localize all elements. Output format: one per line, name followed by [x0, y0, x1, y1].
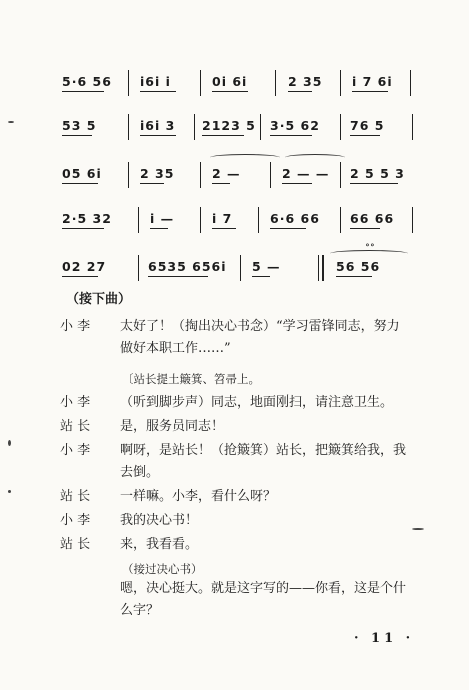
- speaker-name: 站 长: [60, 537, 91, 552]
- page-number: · 11 ·: [354, 631, 415, 646]
- beam-underline: [212, 228, 236, 229]
- score-row: [0, 207, 469, 247]
- print-speck: [8, 121, 14, 123]
- section-title: （接下曲）: [66, 292, 132, 307]
- score-measure: 02 27: [62, 259, 107, 274]
- score-measure: i 7 6i: [352, 74, 393, 89]
- dialogue-line: 来，我看看。: [120, 537, 199, 552]
- barline: [200, 70, 201, 96]
- beam-underline: [62, 91, 104, 92]
- score-measure: 5·6 56: [62, 74, 112, 89]
- score-measure: 2 — —: [282, 166, 330, 181]
- score-measure: 76 5: [350, 118, 385, 133]
- beam-underline: [270, 135, 312, 136]
- tie-slur: [210, 154, 280, 161]
- dialogue-line: 去倒。: [120, 465, 160, 480]
- barline: [240, 255, 241, 281]
- barline: [128, 70, 129, 96]
- barline: [194, 114, 195, 140]
- speaker-name: 小 李: [60, 395, 91, 410]
- print-speck: [8, 440, 11, 446]
- tie-slur: [330, 250, 408, 257]
- score-measure: i6i 3: [140, 118, 176, 133]
- score-measure: 2 35: [140, 166, 175, 181]
- score-measure: i6i i: [140, 74, 171, 89]
- score-measure: 2 —: [212, 166, 241, 181]
- barline: [412, 207, 413, 233]
- barline: [138, 255, 139, 281]
- score-measure: 2 5 5 3: [350, 166, 405, 181]
- beam-underline: [336, 276, 372, 277]
- barline: [200, 162, 201, 188]
- score-measure: 2·5 32: [62, 211, 112, 226]
- beam-underline: [62, 183, 98, 184]
- barline: [340, 114, 341, 140]
- dialogue-line: 嗯，决心挺大。就是这字写的——你看，这是个什: [120, 581, 407, 596]
- score-measure: 0i 6i: [212, 74, 248, 89]
- barline: [260, 114, 261, 140]
- speaker-name: 小 李: [60, 443, 91, 458]
- dialogue-line: 是，服务员同志！: [120, 419, 225, 434]
- score-measure: i 7: [212, 211, 233, 226]
- barline: [410, 70, 411, 96]
- beam-underline: [252, 276, 270, 277]
- speaker-name: 站 长: [60, 419, 91, 434]
- score-measure: 6·6 66: [270, 211, 320, 226]
- beam-underline: [270, 228, 306, 229]
- dialogue-line: 一样嘛。小李，看什么呀？: [120, 489, 277, 504]
- barline: [258, 207, 259, 233]
- beam-underline: [62, 135, 92, 136]
- beam-underline: [212, 183, 230, 184]
- beam-underline: [150, 228, 168, 229]
- score-row: [0, 70, 469, 110]
- barline: [340, 162, 341, 188]
- score-measure: 5 —: [252, 259, 281, 274]
- stage-direction: （接过决心书）: [122, 562, 203, 576]
- score-measure: 2123 5: [202, 118, 256, 133]
- score-measure: 56 56: [336, 259, 381, 274]
- dialogue-line: 做好本职工作……”: [120, 341, 231, 356]
- beam-underline: [62, 228, 104, 229]
- barline: [200, 207, 201, 233]
- score-row: [0, 114, 469, 154]
- barline: [128, 114, 129, 140]
- barline: [340, 207, 341, 233]
- dialogue-line: 啊呀，是站长！（抢簸箕）站长，把簸箕给我，我: [120, 443, 407, 458]
- beam-underline: [202, 135, 244, 136]
- beam-underline: [352, 91, 388, 92]
- barline: [340, 70, 341, 96]
- barline: [318, 255, 324, 281]
- beam-underline: [350, 135, 380, 136]
- score-measure: 3·5 62: [270, 118, 320, 133]
- score-measure: i —: [150, 211, 175, 226]
- score-measure: 66 66: [350, 211, 395, 226]
- barline: [138, 207, 139, 233]
- tie-slur: [285, 154, 345, 161]
- print-speck: [412, 528, 424, 530]
- beam-underline: [140, 91, 176, 92]
- score-measure: 53 5: [62, 118, 97, 133]
- barline: [275, 70, 276, 96]
- dialogue-line: 太好了！（掏出决心书念）“学习雷锋同志，努力: [120, 319, 400, 334]
- beam-underline: [282, 183, 312, 184]
- dialogue-line: 么字？: [120, 603, 160, 618]
- score-measure: 05 6i: [62, 166, 102, 181]
- print-speck: [8, 490, 11, 493]
- speaker-name: 站 长: [60, 489, 91, 504]
- dialogue-line: （听到脚步声）同志，地面刚扫，请注意卫生。: [120, 395, 394, 410]
- barline: [270, 162, 271, 188]
- beam-underline: [140, 135, 176, 136]
- beam-underline: [350, 183, 398, 184]
- beam-underline: [140, 183, 164, 184]
- beam-underline: [62, 276, 98, 277]
- dialogue-line: 我的决心书！: [120, 513, 199, 528]
- score-measure: 2 35: [288, 74, 323, 89]
- beam-underline: [350, 228, 380, 229]
- score-row: [0, 162, 469, 202]
- speaker-name: 小 李: [60, 319, 91, 334]
- beam-underline: [148, 276, 208, 277]
- stage-direction: 〔站长提土簸箕、笤帚上。: [122, 372, 260, 386]
- score-measure: 6535 656i: [148, 259, 227, 274]
- fermata-mark: ∘∘: [365, 240, 375, 251]
- beam-underline: [288, 91, 312, 92]
- barline: [412, 114, 413, 140]
- speaker-name: 小 李: [60, 513, 91, 528]
- barline: [128, 162, 129, 188]
- beam-underline: [212, 91, 248, 92]
